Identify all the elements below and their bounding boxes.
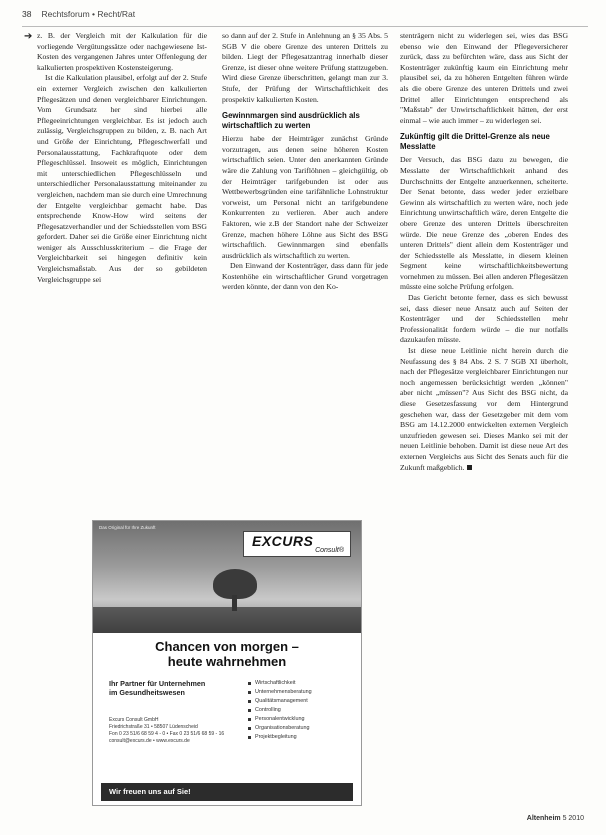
paragraph: Das Gericht betonte ferner, dass es sich bewusst sei, dass dieser neue Ansatz auch auf Seiten der Kostenträger und der Schiedsstellen mehr Professionalität fordern würde – die nur notfalls dazukaufen müsste. [400,293,568,345]
ad-services [248,679,354,742]
subheading: Zukünftig gilt die Drittel-Grenze als neue Messlatte [400,132,550,152]
article-end-mark [467,465,472,470]
paragraph: Den Einwand der Kostenträger, dass dann für jede Kostenhöhe ein wirtschaftlicher Grund vorgetragen werden könnte, der dann von den Ko- [222,261,388,292]
service-item: Wirtschaftlichkeit [248,679,354,688]
ad-contact [109,717,237,745]
ad-left-block [109,679,237,745]
logo-main: EXCURS [252,533,314,549]
ad-headline: heute wahrnehmen [167,654,287,669]
service-item: Controlling [248,706,354,715]
page-number: 38 [22,9,32,19]
paragraph: so dann auf der 2. Stufe in Anlehnung an § 35 Abs. 5 SGB V die obere Grenze des unteren Drittels zu bilden. Liegt der Pflegesatzantrag innerhalb dieser Grenze, ist dieser ohne weitere Prüfung stattzugeben. Wird diese Grenze überschritten, gelangt man zur 3. Stufe, der Prüfung der Wirtschaftlichkeit des prospektiv kalkulierten Kosten. [222,31,388,104]
ad-photo [93,521,361,633]
service-item: Organisationsberatung [248,724,354,733]
tree-trunk-shape [232,595,237,611]
field-shape [93,607,361,633]
ad-headline: Chancen von morgen – [155,639,299,654]
contact-line: Friedrichstraße 31 • 58507 Lüdenscheid [109,724,198,730]
paragraph [400,346,568,473]
running-head [22,9,135,19]
paragraph: z. B. der Vergleich mit der Kalkulation für die vorliegende Vergütungssätze oder nachgewiesene Ist-Kosten des vergangenen Jahres unter Offenlegung der kalkulierten prospektiven Kostensteigerung. [37,31,207,72]
ad-footer-bar: Wir freuen uns auf Sie! [101,783,353,801]
magazine-name: Altenheim [526,815,561,822]
ad-partner-line: Ihr Partner für Unternehmen [109,679,206,688]
paragraph-text: Ist diese neue Leitlinie nicht herein durch die Neufassung des § 84 Abs. 2 S. 7 SGB XI überholt, nach der Pflegesätze vergleichbarer Einrichtungen nur noch angemessen berücksichtigt werden „können" aber nicht „müssen"? Aus Sicht des BSG nicht, da diese Gesetzesfassung vor dem Hintergrund geschehen war, dass der Gesetzgeber mit dem vom BSG am 14.12.2000 entwickelten externen Vergleich unzufrieden gewesen sei. Dieses Manko sei mit der neuen Leitlinie behoben. Damit ist diese neue Art des externen Vergleichs aus Sicht des Senats auch für die Zukunft maßgeblich. [400,346,568,472]
paragraph: Der Versuch, das BSG dazu zu bewegen, die Messlatte der Wirtschaftlichkeit anhand des Durchschnitts der Entgelte anzuerkennen, scheiterte. Der Senat betonte, dass weder jeder erzielbare Gewinn als wirtschaftlich zu werten wäre, noch jede Einrichtung unwirtschaftlich wäre, deren Entgelte die obere Grenze des unteren Drittels überschreiten würde. Die neue Grenze des „oberen Endes des unteren Drittels" dient allein dem Kostenträger und der Schiedsstelle als Messlatte, in diesem kleinen Segment keine wirtschaftlichkeitsbewertung vornehmen zu müssen. Bei allen anderen Pflegesätzen müsste eine solche Prüfung erfolgen. [400,155,568,292]
paragraph: stenträgern nicht zu widerlegen sei, wies das BSG ebenso wie den Einwand der Pflegeversicherer zurück, dass zu befürchten wäre, dass aus Sicht der Kostenträger zukünftig kaum ein Einrichtung mehr plausibel sei, da zu höheren Entgelten führen würde als die obere Grenze des unteren Drittels und zwei Drittel aller Einrichtungen entsprechend als "Maßstab" der Unwirtschaftlichkeit hätten, der erst einmal – wie auch immer – zu widerlegen sei. [400,31,568,125]
subheading: Gewinnmargen sind ausdrücklich als wirtschaftlich zu werten [222,111,360,131]
header-rule [22,26,588,27]
column-3 [400,31,568,473]
page-footer [527,815,584,822]
excurs-logo [243,531,351,557]
contact-line[interactable]: consult@excurs.de • www.excurs.de [109,738,190,744]
logo-sub: Consult® [315,547,344,554]
issue-number: 5 2010 [562,815,584,822]
paragraph: Hierzu habe der Heimträger zunächst Gründe vorzutragen, aus denen seine höheren Kosten wirtschaftlich seien. Unter den anerkannten Gründe wäre die Zahlung von Tariflöhnen – gleichgültig, ob der Heimträger tarifgebunden ist oder aus Wettbewerbsgründen eine tarifähnliche Lohnstruktur vorweist, um Personal nicht an tarifgebundene Konkurrenten zu verlieren. Aber auch andere Faktoren, wie z.B der Standort nahe der Schweizer Grenze, machen höhere Löhne aus Sicht des BSG wirtschaftlich. Gewinnmargen sind ebenfalls ausdrücklich als wirtschaftlich zu werten. [222,134,388,260]
advertisement[interactable] [92,520,362,806]
section-title: Rechtsforum • Recht/Rat [41,9,136,19]
ad-partner-line: im Gesundheitswesen [109,688,185,697]
continuation-arrow-icon: ➔ [24,31,33,42]
ad-tagline: Das Original für Ihre Zukunft [99,525,156,530]
contact-line: Fon 0 23 51/6 68 59 4 - 0 • Fax 0 23 51/6 68 59 - 16 [109,731,225,737]
service-item: Qualitätsmanagement [248,697,354,706]
paragraph: Ist die Kalkulation plausibel, erfolgt auf der 2. Stufe ein externer Vergleich zwischen den kalkulierten Pflegesätzen und denen vergleichbarer Einrichtungen. Vom Grundsatz her sind hierbei alle Pflegeeinrichtungen vergleichbar. Es ist jedoch auch zulässig, Vergleichsgruppen zu bilden, z. B. nach Art und Größe der Einrichtung, Pflegeschwerfall und Personalausstattung, Fachkraftquote oder dem Pflegeschlüssel. Insoweit es möglich, Einrichtungen mit unterschiedlichen Pflegeschlüsseln und unterschiedlicher Personalausstattung miteinander zu vergleichen, nachdem man sie durch eine Umrechnung der Entgelte vergleichbar gemacht habe. Das entsprechende Know-How wird seitens der Pflegesatzverhandler und der Schiedsstellen vom BSG gefordert. Daher sei die Größe einer Einrichtung nicht weniger als Ausschlusskriterium – die Frage der Vergleichbarkeit sei hingegen definitiv kein Vergleichsmaßstab. Aus der so gebildeten Vergleichsgruppe sei [37,73,207,284]
column-2 [222,31,388,293]
service-item: Personalentwicklung [248,715,354,724]
contact-line: Excurs Consult GmbH [109,717,159,723]
service-item: Unternehmensberatung [248,688,354,697]
service-item: Projektbegleitung [248,733,354,742]
column-1 [37,31,207,285]
